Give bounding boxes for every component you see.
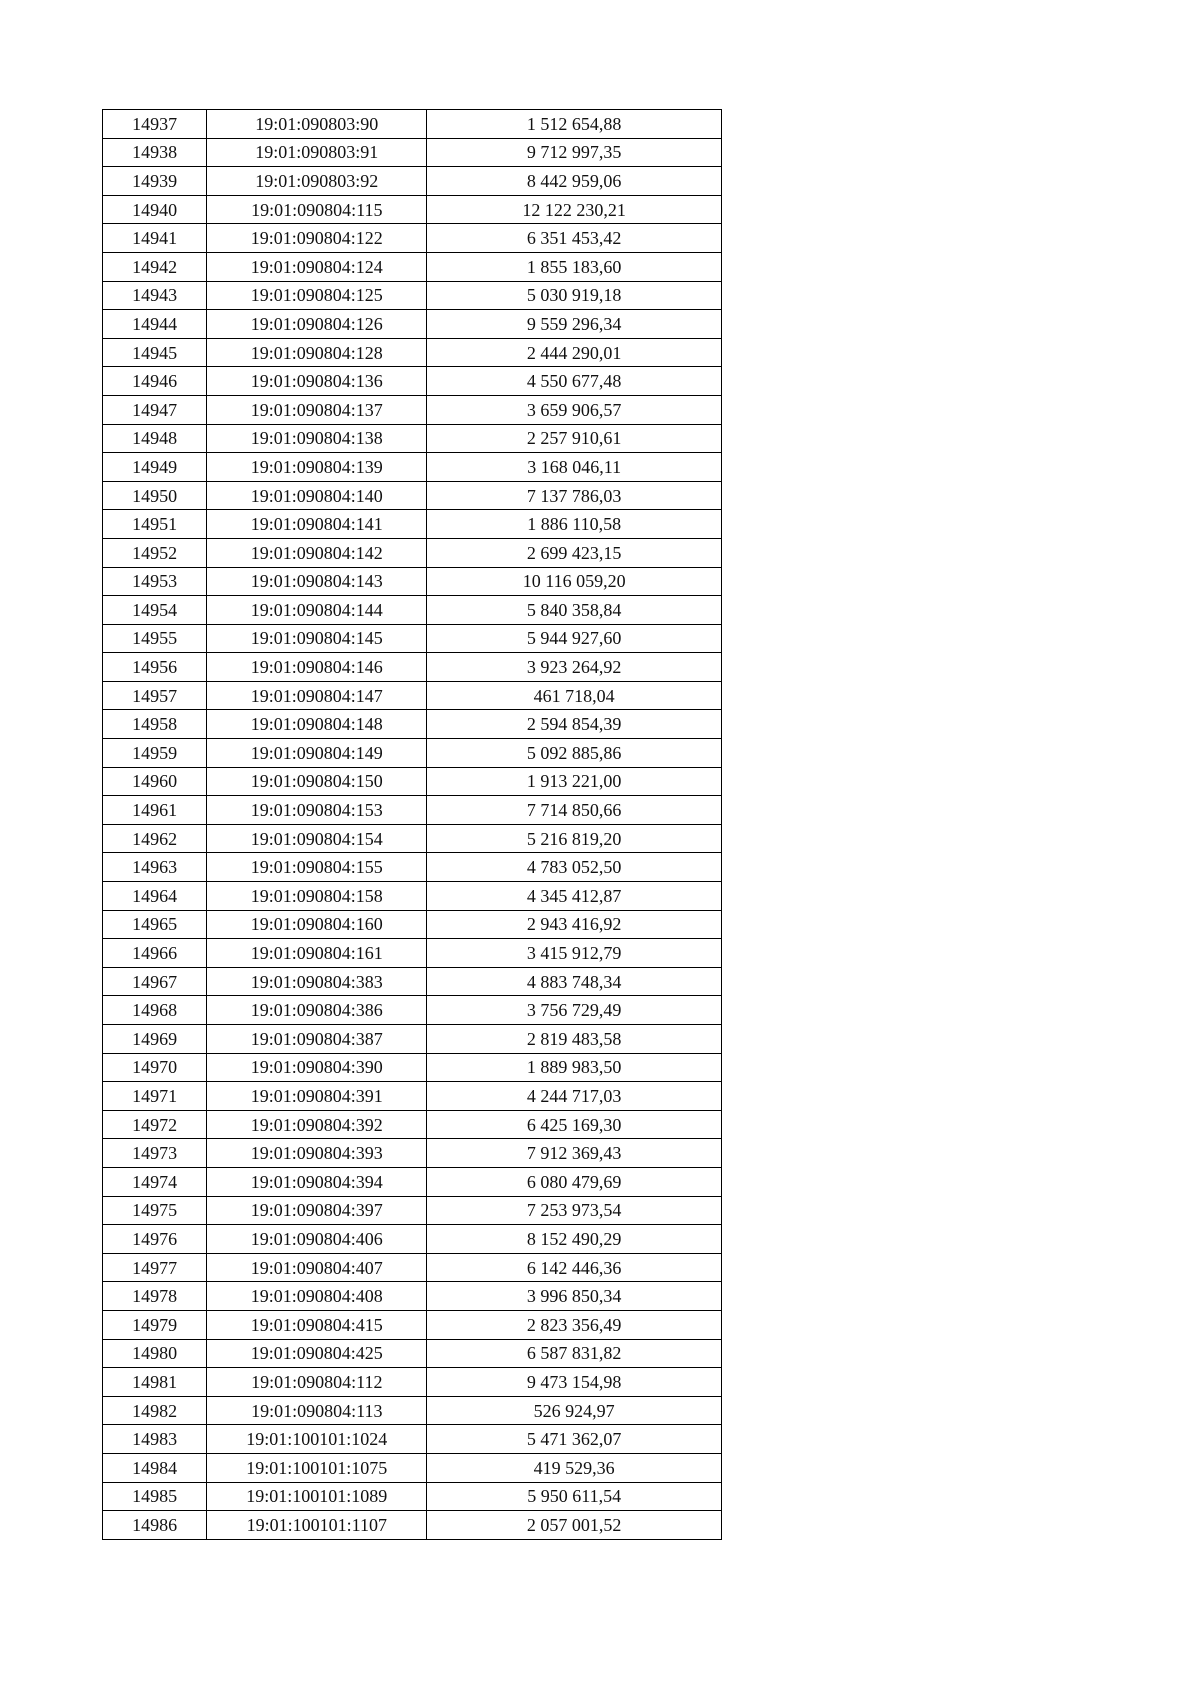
cadastral-number-cell: 19:01:090803:92 [207, 167, 427, 196]
row-number-cell: 14948 [103, 424, 207, 453]
table-row [103, 1425, 722, 1454]
cadastral-value-cell: 3 659 906,57 [427, 395, 722, 424]
row-number-cell: 14943 [103, 281, 207, 310]
table-row [103, 110, 722, 139]
table-row [103, 1025, 722, 1054]
cadastral-number-cell: 19:01:100101:1107 [207, 1511, 427, 1540]
table-row [103, 910, 722, 939]
cadastral-value-cell: 5 216 819,20 [427, 824, 722, 853]
table-row [103, 1196, 722, 1225]
row-number-cell: 14985 [103, 1482, 207, 1511]
row-number-cell: 14942 [103, 252, 207, 281]
table-row [103, 338, 722, 367]
table-row [103, 710, 722, 739]
cadastral-value-cell: 2 699 423,15 [427, 538, 722, 567]
cadastral-number-cell: 19:01:090804:387 [207, 1025, 427, 1054]
cadastral-value-cell: 6 080 479,69 [427, 1167, 722, 1196]
cadastral-number-cell: 19:01:090804:148 [207, 710, 427, 739]
table-row [103, 1167, 722, 1196]
table-row [103, 1110, 722, 1139]
table-row [103, 1310, 722, 1339]
row-number-cell: 14986 [103, 1511, 207, 1540]
cadastral-value-cell: 4 883 748,34 [427, 967, 722, 996]
cadastral-value-cell: 7 714 850,66 [427, 796, 722, 825]
cadastral-number-cell: 19:01:090804:138 [207, 424, 427, 453]
row-number-cell: 14947 [103, 395, 207, 424]
cadastral-number-cell: 19:01:100101:1024 [207, 1425, 427, 1454]
cadastral-number-cell: 19:01:090804:150 [207, 767, 427, 796]
row-number-cell: 14956 [103, 653, 207, 682]
cadastral-value-cell: 4 550 677,48 [427, 367, 722, 396]
cadastral-value-cell: 5 030 919,18 [427, 281, 722, 310]
row-number-cell: 14949 [103, 453, 207, 482]
cadastral-number-cell: 19:01:090804:415 [207, 1310, 427, 1339]
row-number-cell: 14970 [103, 1053, 207, 1082]
cadastral-number-cell: 19:01:090804:155 [207, 853, 427, 882]
table-row [103, 167, 722, 196]
row-number-cell: 14971 [103, 1082, 207, 1111]
table-row [103, 367, 722, 396]
cadastral-value-cell: 1 889 983,50 [427, 1053, 722, 1082]
cadastral-value-cell: 7 912 369,43 [427, 1139, 722, 1168]
cadastral-number-cell: 19:01:090804:141 [207, 510, 427, 539]
cadastral-number-cell: 19:01:090804:112 [207, 1368, 427, 1397]
table-row [103, 1082, 722, 1111]
cadastral-value-cell: 3 756 729,49 [427, 996, 722, 1025]
cadastral-number-cell: 19:01:090804:383 [207, 967, 427, 996]
cadastral-number-cell: 19:01:090804:161 [207, 939, 427, 968]
table-row [103, 1453, 722, 1482]
cadastral-value-table [102, 109, 722, 1540]
row-number-cell: 14954 [103, 596, 207, 625]
cadastral-value-cell: 6 587 831,82 [427, 1339, 722, 1368]
table-row [103, 739, 722, 768]
table-row [103, 310, 722, 339]
table-row [103, 1139, 722, 1168]
row-number-cell: 14959 [103, 739, 207, 768]
row-number-cell: 14974 [103, 1167, 207, 1196]
table-row [103, 1339, 722, 1368]
cadastral-value-cell: 9 559 296,34 [427, 310, 722, 339]
cadastral-number-cell: 19:01:090804:153 [207, 796, 427, 825]
row-number-cell: 14944 [103, 310, 207, 339]
row-number-cell: 14950 [103, 481, 207, 510]
row-number-cell: 14976 [103, 1225, 207, 1254]
row-number-cell: 14972 [103, 1110, 207, 1139]
cadastral-value-cell: 4 345 412,87 [427, 882, 722, 911]
table-row [103, 882, 722, 911]
row-number-cell: 14939 [103, 167, 207, 196]
table-row [103, 796, 722, 825]
table-row [103, 853, 722, 882]
cadastral-value-cell: 5 950 611,54 [427, 1482, 722, 1511]
row-number-cell: 14961 [103, 796, 207, 825]
cadastral-number-cell: 19:01:090804:147 [207, 681, 427, 710]
table-row [103, 681, 722, 710]
cadastral-value-cell: 9 712 997,35 [427, 138, 722, 167]
cadastral-value-cell: 8 442 959,06 [427, 167, 722, 196]
cadastral-value-cell: 2 819 483,58 [427, 1025, 722, 1054]
cadastral-value-cell: 5 840 358,84 [427, 596, 722, 625]
cadastral-value-cell: 419 529,36 [427, 1453, 722, 1482]
row-number-cell: 14978 [103, 1282, 207, 1311]
table-body [103, 110, 722, 1540]
table-row [103, 824, 722, 853]
cadastral-number-cell: 19:01:090803:90 [207, 110, 427, 139]
row-number-cell: 14962 [103, 824, 207, 853]
cadastral-value-cell: 2 057 001,52 [427, 1511, 722, 1540]
row-number-cell: 14983 [103, 1425, 207, 1454]
row-number-cell: 14982 [103, 1396, 207, 1425]
row-number-cell: 14941 [103, 224, 207, 253]
cadastral-value-cell: 6 425 169,30 [427, 1110, 722, 1139]
cadastral-number-cell: 19:01:100101:1089 [207, 1482, 427, 1511]
row-number-cell: 14980 [103, 1339, 207, 1368]
table-row [103, 510, 722, 539]
row-number-cell: 14979 [103, 1310, 207, 1339]
cadastral-value-cell: 1 913 221,00 [427, 767, 722, 796]
cadastral-number-cell: 19:01:090804:397 [207, 1196, 427, 1225]
table-row [103, 1053, 722, 1082]
row-number-cell: 14965 [103, 910, 207, 939]
cadastral-value-cell: 1 512 654,88 [427, 110, 722, 139]
table-row [103, 281, 722, 310]
cadastral-number-cell: 19:01:090804:137 [207, 395, 427, 424]
table-row [103, 224, 722, 253]
cadastral-number-cell: 19:01:090804:392 [207, 1110, 427, 1139]
cadastral-value-cell: 2 257 910,61 [427, 424, 722, 453]
cadastral-number-cell: 19:01:090804:425 [207, 1339, 427, 1368]
cadastral-number-cell: 19:01:090804:406 [207, 1225, 427, 1254]
table-row [103, 967, 722, 996]
cadastral-number-cell: 19:01:090804:126 [207, 310, 427, 339]
cadastral-number-cell: 19:01:090804:136 [207, 367, 427, 396]
table-row [103, 653, 722, 682]
cadastral-value-cell: 5 944 927,60 [427, 624, 722, 653]
table-row [103, 395, 722, 424]
cadastral-number-cell: 19:01:090804:115 [207, 195, 427, 224]
cadastral-number-cell: 19:01:090804:408 [207, 1282, 427, 1311]
row-number-cell: 14975 [103, 1196, 207, 1225]
table-row [103, 567, 722, 596]
cadastral-number-cell: 19:01:090804:391 [207, 1082, 427, 1111]
table-row [103, 538, 722, 567]
cadastral-value-cell: 10 116 059,20 [427, 567, 722, 596]
table-row [103, 453, 722, 482]
row-number-cell: 14953 [103, 567, 207, 596]
table-row [103, 481, 722, 510]
cadastral-number-cell: 19:01:090804:140 [207, 481, 427, 510]
cadastral-value-cell: 5 471 362,07 [427, 1425, 722, 1454]
cadastral-number-cell: 19:01:090804:386 [207, 996, 427, 1025]
row-number-cell: 14977 [103, 1253, 207, 1282]
cadastral-value-cell: 1 886 110,58 [427, 510, 722, 539]
row-number-cell: 14981 [103, 1368, 207, 1397]
cadastral-number-cell: 19:01:090804:149 [207, 739, 427, 768]
cadastral-number-cell: 19:01:090804:160 [207, 910, 427, 939]
cadastral-value-cell: 12 122 230,21 [427, 195, 722, 224]
table-row [103, 1482, 722, 1511]
table-row [103, 1511, 722, 1540]
cadastral-value-cell: 7 137 786,03 [427, 481, 722, 510]
row-number-cell: 14957 [103, 681, 207, 710]
row-number-cell: 14940 [103, 195, 207, 224]
cadastral-value-cell: 5 092 885,86 [427, 739, 722, 768]
table-row [103, 252, 722, 281]
table-row [103, 939, 722, 968]
row-number-cell: 14968 [103, 996, 207, 1025]
cadastral-number-cell: 19:01:090804:124 [207, 252, 427, 281]
cadastral-value-cell: 3 415 912,79 [427, 939, 722, 968]
cadastral-value-cell: 8 152 490,29 [427, 1225, 722, 1254]
table-row [103, 1253, 722, 1282]
cadastral-number-cell: 19:01:090804:394 [207, 1167, 427, 1196]
cadastral-value-cell: 3 996 850,34 [427, 1282, 722, 1311]
cadastral-value-cell: 2 823 356,49 [427, 1310, 722, 1339]
table-row [103, 1225, 722, 1254]
cadastral-number-cell: 19:01:100101:1075 [207, 1453, 427, 1482]
cadastral-value-cell: 2 594 854,39 [427, 710, 722, 739]
cadastral-number-cell: 19:01:090804:407 [207, 1253, 427, 1282]
row-number-cell: 14966 [103, 939, 207, 968]
table-row [103, 596, 722, 625]
cadastral-value-cell: 2 444 290,01 [427, 338, 722, 367]
cadastral-value-cell: 2 943 416,92 [427, 910, 722, 939]
cadastral-value-cell: 526 924,97 [427, 1396, 722, 1425]
cadastral-number-cell: 19:01:090804:128 [207, 338, 427, 367]
table-row [103, 424, 722, 453]
row-number-cell: 14960 [103, 767, 207, 796]
cadastral-value-cell: 4 244 717,03 [427, 1082, 722, 1111]
cadastral-number-cell: 19:01:090804:146 [207, 653, 427, 682]
cadastral-number-cell: 19:01:090804:158 [207, 882, 427, 911]
cadastral-value-cell: 1 855 183,60 [427, 252, 722, 281]
cadastral-value-cell: 6 351 453,42 [427, 224, 722, 253]
table-row [103, 1282, 722, 1311]
row-number-cell: 14969 [103, 1025, 207, 1054]
table-row [103, 996, 722, 1025]
row-number-cell: 14958 [103, 710, 207, 739]
cadastral-number-cell: 19:01:090804:144 [207, 596, 427, 625]
table-row [103, 767, 722, 796]
row-number-cell: 14937 [103, 110, 207, 139]
row-number-cell: 14963 [103, 853, 207, 882]
row-number-cell: 14955 [103, 624, 207, 653]
table-row [103, 1396, 722, 1425]
row-number-cell: 14945 [103, 338, 207, 367]
row-number-cell: 14964 [103, 882, 207, 911]
row-number-cell: 14938 [103, 138, 207, 167]
table-row [103, 138, 722, 167]
cadastral-number-cell: 19:01:090804:113 [207, 1396, 427, 1425]
cadastral-number-cell: 19:01:090804:143 [207, 567, 427, 596]
cadastral-value-cell: 3 923 264,92 [427, 653, 722, 682]
row-number-cell: 14951 [103, 510, 207, 539]
table-row [103, 195, 722, 224]
cadastral-number-cell: 19:01:090804:142 [207, 538, 427, 567]
row-number-cell: 14952 [103, 538, 207, 567]
cadastral-number-cell: 19:01:090804:122 [207, 224, 427, 253]
cadastral-value-cell: 461 718,04 [427, 681, 722, 710]
cadastral-value-cell: 4 783 052,50 [427, 853, 722, 882]
row-number-cell: 14973 [103, 1139, 207, 1168]
row-number-cell: 14984 [103, 1453, 207, 1482]
cadastral-value-cell: 3 168 046,11 [427, 453, 722, 482]
cadastral-number-cell: 19:01:090804:145 [207, 624, 427, 653]
row-number-cell: 14967 [103, 967, 207, 996]
table-row [103, 1368, 722, 1397]
cadastral-number-cell: 19:01:090804:390 [207, 1053, 427, 1082]
cadastral-number-cell: 19:01:090804:139 [207, 453, 427, 482]
row-number-cell: 14946 [103, 367, 207, 396]
cadastral-value-cell: 7 253 973,54 [427, 1196, 722, 1225]
cadastral-value-cell: 9 473 154,98 [427, 1368, 722, 1397]
table-row [103, 624, 722, 653]
cadastral-number-cell: 19:01:090804:393 [207, 1139, 427, 1168]
cadastral-number-cell: 19:01:090804:154 [207, 824, 427, 853]
cadastral-number-cell: 19:01:090804:125 [207, 281, 427, 310]
cadastral-number-cell: 19:01:090803:91 [207, 138, 427, 167]
cadastral-value-cell: 6 142 446,36 [427, 1253, 722, 1282]
